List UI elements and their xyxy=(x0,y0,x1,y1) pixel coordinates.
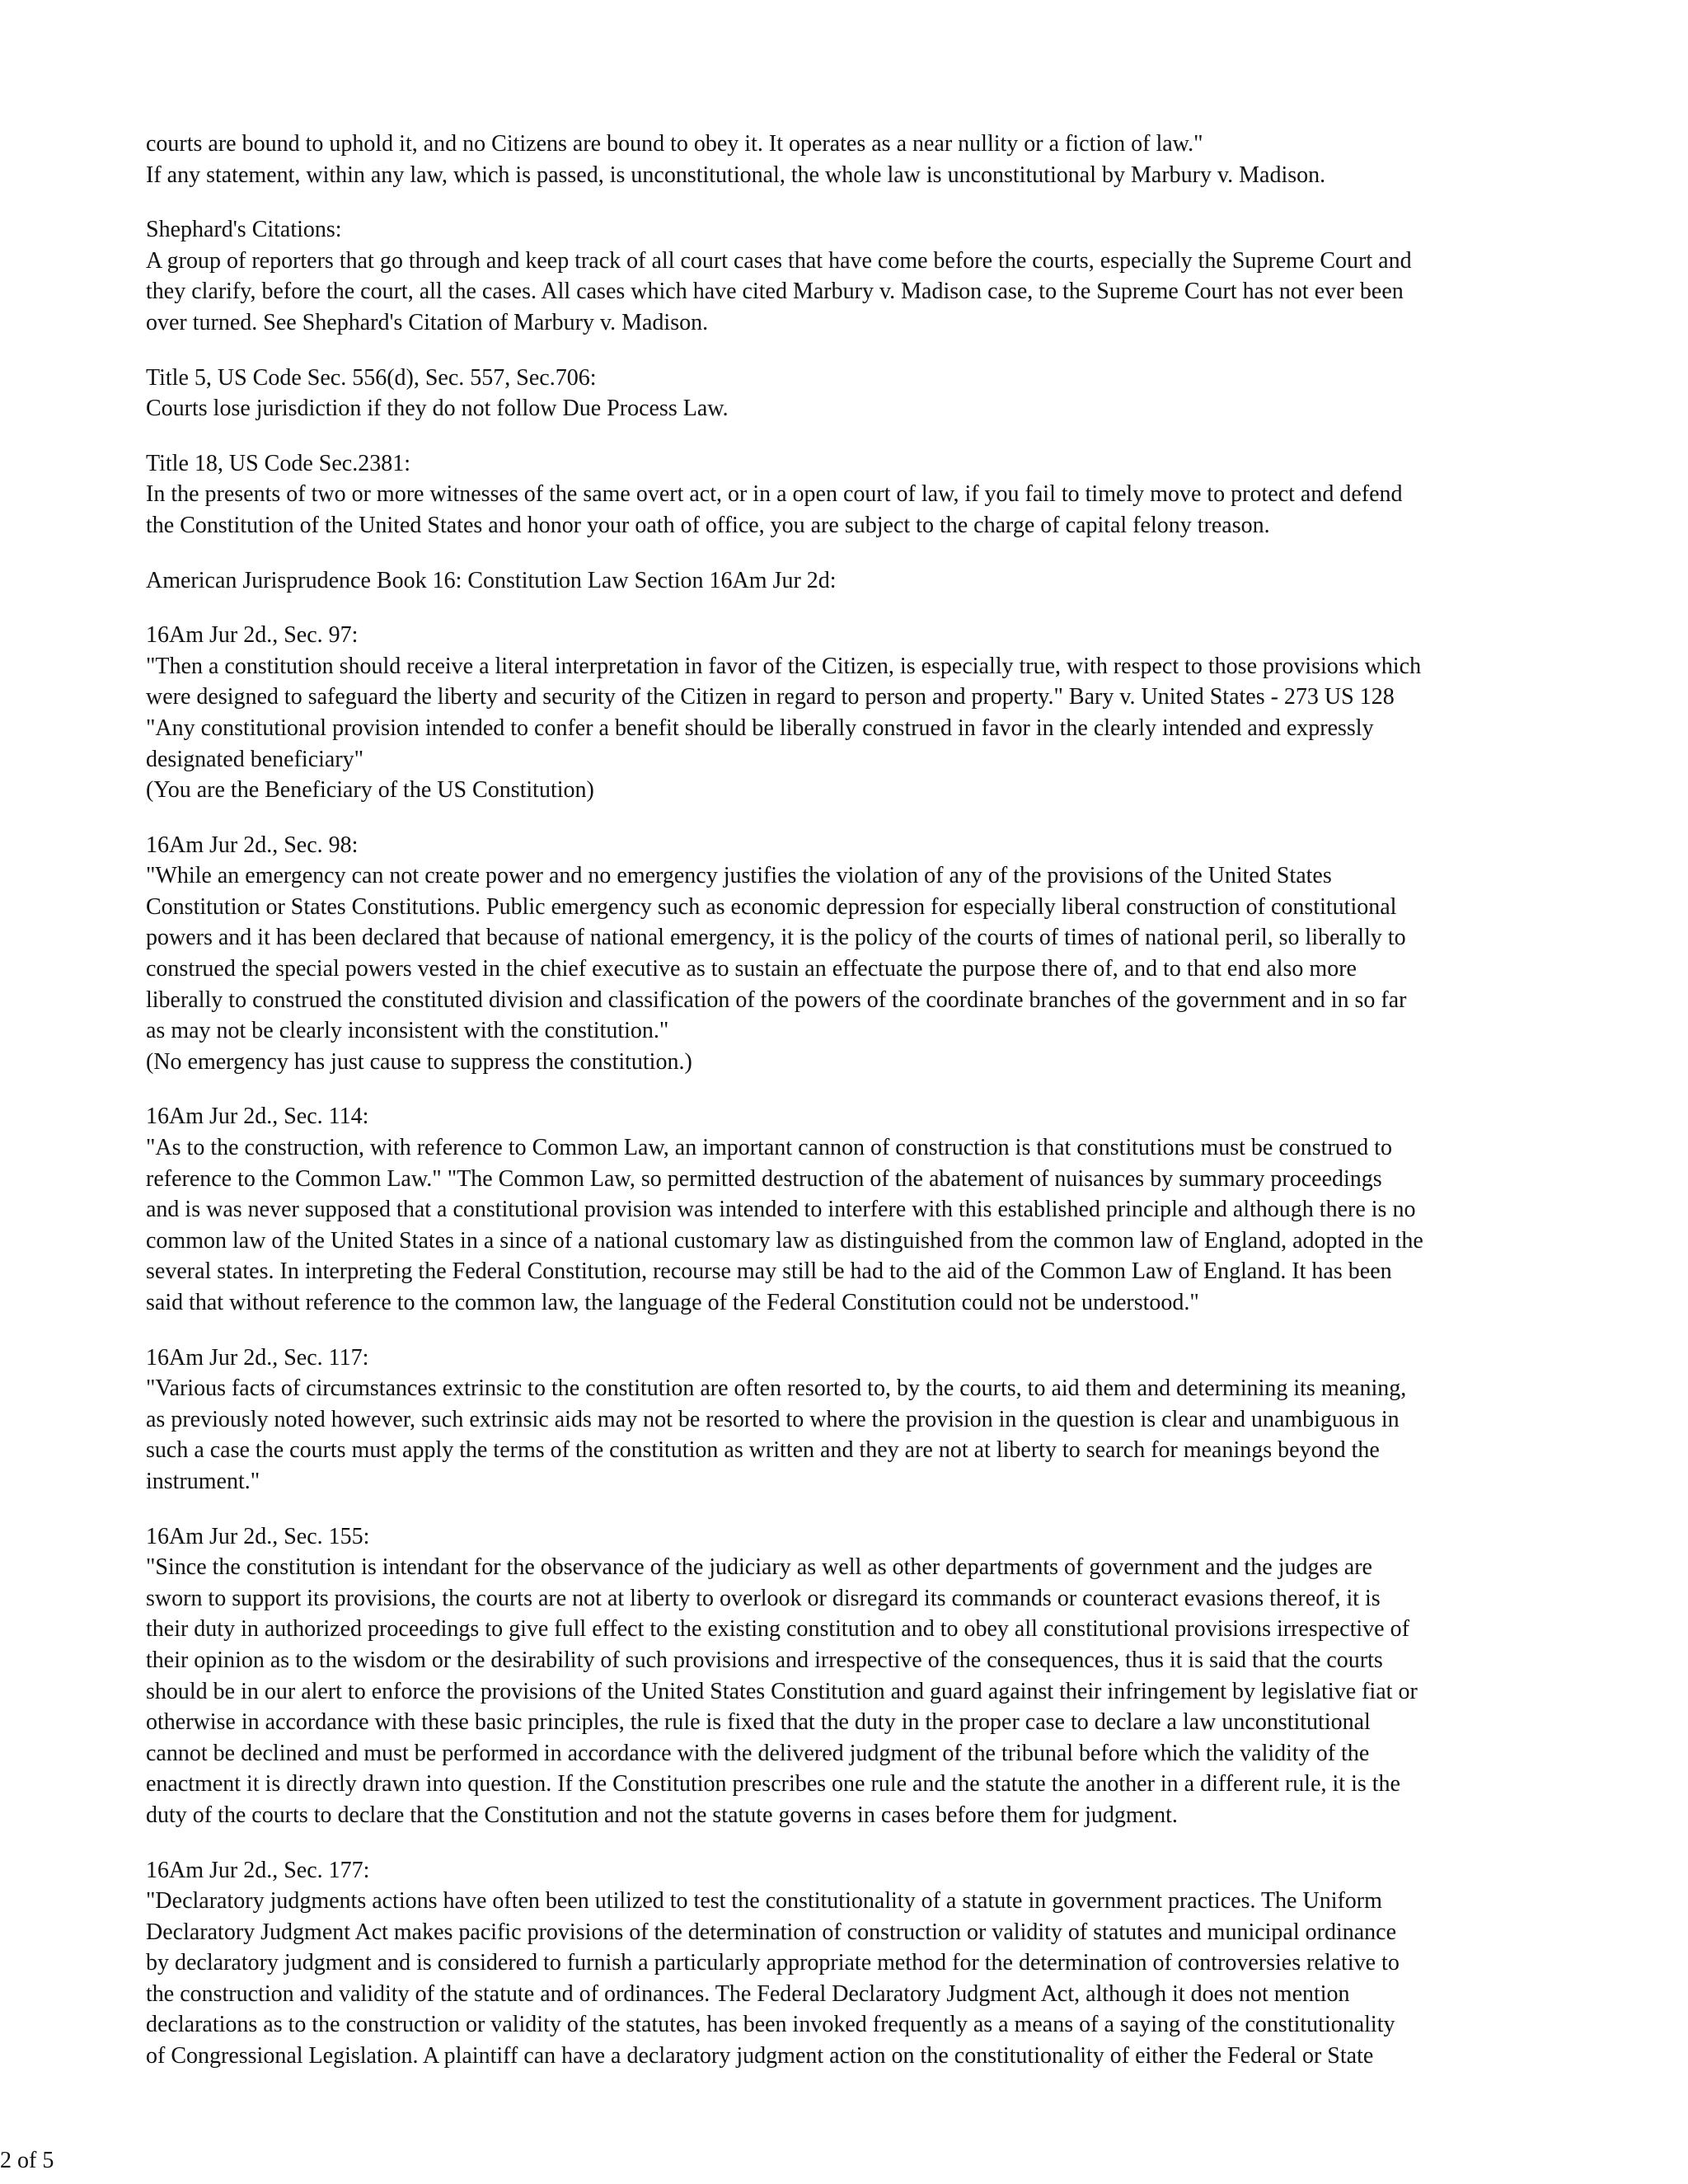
text-block xyxy=(146,448,1621,541)
text-line: (No emergency has just cause to suppress the constitution.) xyxy=(146,1048,692,1075)
block-first-line: 16Am Jur 2d., Sec. 97: xyxy=(146,622,359,649)
block-first-line: Title 5, US Code Sec. 556(d), Sec. 557, Sec.706: xyxy=(146,364,597,391)
text-line: "Declaratory judgments actions have often been utilized to test the constitutionality of a statute in government practices. The Uniform xyxy=(146,1888,1382,1915)
text-line: as previously noted however, such extrinsic aids may not be resorted to where the provision in the question is clear and unambiguous in xyxy=(146,1406,1400,1432)
text-line: by declaratory judgment and is considered to furnish a particularly appropriate method for the determination of controversies relative to xyxy=(146,1950,1400,1976)
text-line: sworn to support its provisions, the courts are not at liberty to overlook or disregard its commands or counteract evasions thereof, it is xyxy=(146,1585,1381,1611)
text-block xyxy=(146,129,1621,190)
text-line: A group of reporters that go through and keep track of all court cases that have come before the courts, especially the Supreme Court and xyxy=(146,247,1412,274)
document-body xyxy=(146,129,1621,2096)
text-line: declarations as to the construction or validity of the statutes, has been invoked frequently as a means of a saying of the constitutionality xyxy=(146,2012,1395,2038)
text-line: cannot be declined and must be performed in accordance with the delivered judgment of the tribunal before which the validity of the xyxy=(146,1740,1370,1766)
text-block xyxy=(146,214,1621,338)
text-line: In the presents of two or more witnesses of the same overt act, or in a open court of law, if you fail to timely move to protect and defend xyxy=(146,481,1403,508)
text-block xyxy=(146,1101,1621,1318)
block-first-line: 16Am Jur 2d., Sec. 177: xyxy=(146,1857,370,1883)
text-line: and is was never supposed that a constitutional provision was intended to interfere with this established principle and although there is no xyxy=(146,1197,1416,1223)
text-line: designated beneficiary" xyxy=(146,746,364,772)
text-line: common law of the United States in a since of a national customary law as distinguished from the common law of England, adopted in the xyxy=(146,1227,1423,1254)
text-block xyxy=(146,1343,1621,1497)
block-first-line: American Jurisprudence Book 16: Constitution Law Section 16Am Jur 2d: xyxy=(146,567,837,593)
text-line: were designed to safeguard the liberty and security of the Citizen in regard to person and property." Bary v. United States - 273 US 128 xyxy=(146,684,1395,710)
text-line: "Various facts of circumstances extrinsic to the constitution are often resorted to, by the courts, to aid them and determining its meaning, xyxy=(146,1376,1407,1402)
text-line: several states. In interpreting the Federal Constitution, recourse may still be had to the aid of the Common Law of England. It has been xyxy=(146,1258,1392,1285)
text-line: Courts lose jurisdiction if they do not follow Due Process Law. xyxy=(146,396,729,422)
block-first-line: courts are bound to uphold it, and no Citizens are bound to obey it. It operates as a near nullity or a fiction of law." xyxy=(146,131,1203,157)
text-line: the construction and validity of the statute and of ordinances. The Federal Declaratory Judgment Act, although it does not mention xyxy=(146,1980,1350,2007)
block-first-line: 16Am Jur 2d., Sec. 117: xyxy=(146,1344,369,1371)
text-line: their duty in authorized proceedings to give full effect to the existing constitution and to obey all constitutional provisions irrespective of xyxy=(146,1616,1409,1643)
text-line: otherwise in accordance with these basic principles, the rule is fixed that the duty in the proper case to declare a law unconstitutional xyxy=(146,1709,1371,1736)
text-line: "Any constitutional provision intended to confer a benefit should be liberally construed in favor in the clearly intended and expressly xyxy=(146,715,1374,741)
text-line: duty of the courts to declare that the Constitution and not the statute governs in cases before them for judgment. xyxy=(146,1802,1178,1828)
text-block xyxy=(146,830,1621,1078)
text-line: the Constitution of the United States and honor your oath of office, you are subject to the charge of capital felony treason. xyxy=(146,512,1270,538)
text-line: "While an emergency can not create power and no emergency justifies the violation of any of the provisions of the United States xyxy=(146,863,1332,889)
text-line: should be in our alert to enforce the provisions of the United States Constitution and guard against their infringement by legislative fiat or xyxy=(146,1678,1418,1704)
text-line: (You are the Beneficiary of the US Constitution) xyxy=(146,777,594,804)
text-block xyxy=(146,1521,1621,1831)
text-block xyxy=(146,620,1621,806)
text-line: enactment it is directly drawn into question. If the Constitution prescribes one rule and the statute the another in a different rule, it is the xyxy=(146,1771,1400,1797)
text-line: "As to the construction, with reference to Common Law, an important cannon of construction is that constitutions must be construed to xyxy=(146,1135,1392,1161)
text-line: their opinion as to the wisdom or the desirability of such provisions and irrespective of the consequences, thus it is said that the courts xyxy=(146,1647,1383,1673)
block-first-line: 16Am Jur 2d., Sec. 114: xyxy=(146,1104,369,1130)
text-line: such a case the courts must apply the terms of the constitution as written and they are not at liberty to search for meanings beyond the xyxy=(146,1437,1380,1464)
block-first-line: 16Am Jur 2d., Sec. 155: xyxy=(146,1523,370,1549)
text-line: If any statement, within any law, which is passed, is unconstitutional, the whole law is unconstitutional by Marbury v. Madison. xyxy=(146,162,1326,188)
text-block xyxy=(146,565,1621,597)
text-line: said that without reference to the common law, the language of the Federal Constitution could not be understood." xyxy=(146,1290,1199,1315)
text-line: as may not be clearly inconsistent with the constitution." xyxy=(146,1018,669,1044)
block-first-line: 16Am Jur 2d., Sec. 98: xyxy=(146,832,359,858)
text-block xyxy=(146,1855,1621,2072)
page-number: 2 of 5 xyxy=(0,2148,54,2173)
text-line: reference to the Common Law." "The Common Law, so permitted destruction of the abatement of nuisances by summary proceedings xyxy=(146,1165,1382,1192)
text-line: they clarify, before the court, all the cases. All cases which have cited Marbury v. Madison case, to the Supreme Court has not ever been xyxy=(146,279,1404,305)
text-line: Declaratory Judgment Act makes pacific provisions of the determination of construction or validity of statutes and municipal ordinance xyxy=(146,1919,1397,1945)
text-line: "Then a constitution should receive a literal interpretation in favor of the Citizen, is especially true, with respect to those provisions which xyxy=(146,653,1422,679)
text-line: powers and it has been declared that because of national emergency, it is the policy of the courts of times of national peril, so liberally to xyxy=(146,925,1406,951)
text-line: construed the special powers vested in the chief executive as to sustain an effectuate the purpose there of, and to that end also more xyxy=(146,956,1357,982)
block-first-line: Title 18, US Code Sec.2381: xyxy=(146,450,410,476)
text-line: over turned. See Shephard's Citation of Marbury v. Madison. xyxy=(146,309,709,335)
block-first-line: Shephard's Citations: xyxy=(146,217,342,243)
text-line: "Since the constitution is intendant for the observance of the judiciary as well as other departments of government and the judges are xyxy=(146,1554,1372,1581)
text-line: liberally to construed the constituted division and classification of the powers of the coordinate branches of the government and in so far xyxy=(146,987,1407,1013)
text-line: Constitution or States Constitutions. Public emergency such as economic depression for especially liberal construction of constitutional xyxy=(146,893,1397,920)
text-block xyxy=(146,363,1621,424)
text-line: of Congressional Legislation. A plaintiff can have a declaratory judgment action on the constitutionality of either the Federal or State xyxy=(146,2043,1374,2069)
text-line: instrument." xyxy=(146,1468,260,1494)
